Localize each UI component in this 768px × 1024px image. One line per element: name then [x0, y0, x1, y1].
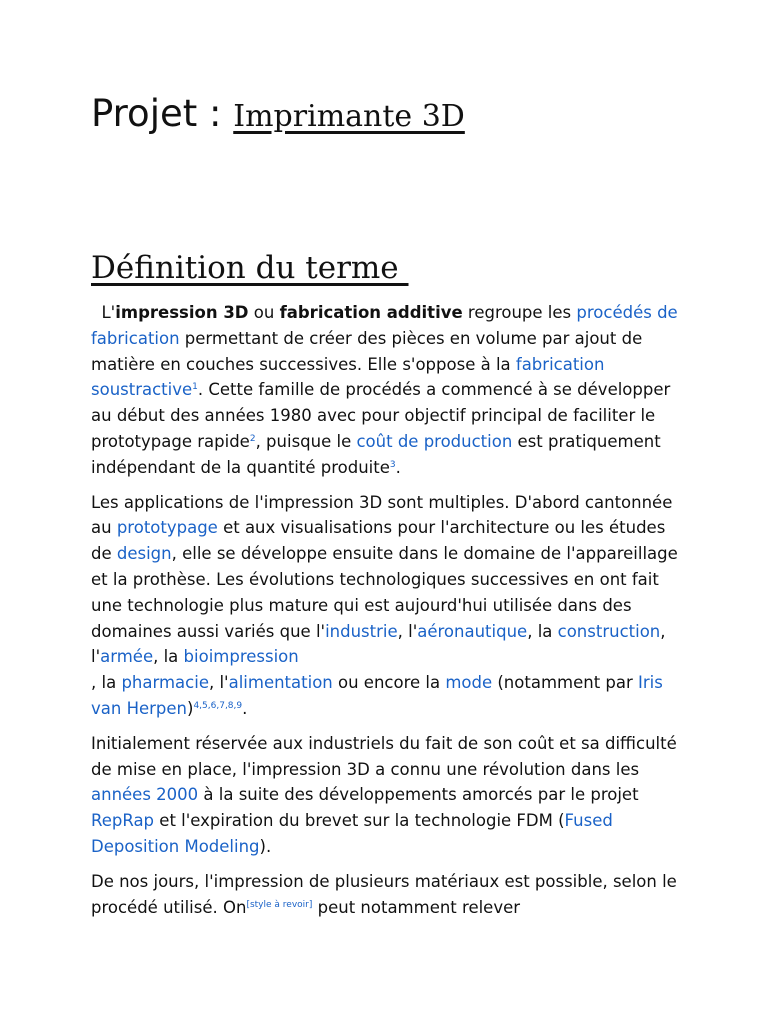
text-run: .	[395, 457, 401, 477]
link-mode[interactable]: mode	[445, 673, 493, 693]
paragraph-materials	[91, 869, 681, 921]
text-run: et aux visualisations pour l'architecture ou les études de	[91, 518, 666, 564]
link-fused-deposition-modeling[interactable]: Fused Deposition Modeling	[91, 811, 613, 856]
text-run: . Cette famille de procédés a commencé à se développer au début des années 1980 avec pour objectif principal de faciliter le prototypage rapide	[91, 380, 671, 451]
text-run: ).	[259, 836, 272, 856]
link-iris-van-herpen[interactable]: Iris van Herpen	[91, 673, 663, 718]
text-run: )	[187, 698, 194, 718]
text-run: , l'	[91, 621, 666, 667]
text-run: , puisque le	[255, 431, 357, 451]
link-bioimpression[interactable]: bioimpression	[183, 647, 299, 667]
link-reprap[interactable]: RepRap	[91, 811, 155, 831]
text-run: .	[242, 698, 248, 718]
text-run: ou	[248, 303, 280, 322]
text-run: De nos jours, l'impression de plusieurs matériaux est possible, selon le procédé utilisé. On	[91, 871, 677, 917]
text-run: , la	[91, 673, 122, 693]
bold-term: fabrication additive	[279, 303, 463, 322]
bold-term: impression 3D	[115, 303, 249, 322]
text-run: (notamment par	[492, 673, 639, 693]
link-armee[interactable]: armée	[100, 647, 154, 667]
text-run: Initialement réservée aux industriels du fait de son coût et sa difficulté de mise en place, l'impression 3D a connu une révolution dans les	[91, 733, 677, 779]
title-main: Imprimante 3D	[233, 99, 465, 134]
link-industrie[interactable]: industrie	[325, 621, 398, 641]
link-procedes-de-fabrication[interactable]: procédés de fabrication	[91, 303, 678, 348]
link-pharmacie[interactable]: pharmacie	[121, 673, 209, 693]
text-run: regroupe les	[462, 303, 577, 322]
text-run: est pratiquement indépendant de la quantité produite	[91, 431, 661, 477]
text-run: et l'expiration du brevet sur la technologie FDM (	[154, 811, 565, 831]
text-run: peut notamment relever	[312, 897, 521, 917]
text-run: , elle se développe ensuite dans le domaine de l'appareillage et la prothèse. Les évolutions technologiques successives en ont fait une technologie plus mature qui est aujourd'hui utilisée dans des domaines aussi variés que l'	[91, 544, 678, 641]
link-annees-2000[interactable]: années 2000	[91, 785, 199, 805]
link-fabrication-soustractive[interactable]: fabrication soustractive	[91, 354, 605, 400]
text-run: , l'	[397, 621, 418, 641]
link-alimentation[interactable]: alimentation	[228, 673, 333, 693]
paragraph-definition	[91, 300, 681, 481]
link-construction[interactable]: construction	[557, 621, 661, 641]
text-run: , l'	[208, 673, 229, 693]
article-body	[91, 300, 681, 929]
link-prototypage[interactable]: prototypage	[116, 518, 218, 538]
link-aeronautique[interactable]: aéronautique	[417, 621, 528, 641]
style-note-ref[interactable]: [style à revoir]	[246, 899, 313, 910]
text-run: , la	[527, 621, 558, 641]
title-prefix: Projet :	[91, 92, 234, 135]
link-cout-de-production[interactable]: coût de production	[356, 431, 513, 451]
link-design[interactable]: design	[116, 544, 172, 564]
footnote-ref[interactable]: 4,5,6,7,8,9	[193, 700, 243, 711]
paragraph-history	[91, 731, 681, 860]
footnote-ref[interactable]: 1	[192, 382, 198, 393]
text-run: Les applications de l'impression 3D sont multiples. D'abord cantonnée au	[91, 492, 673, 538]
text-run: L'	[91, 303, 116, 322]
footnote-ref[interactable]: 3	[389, 459, 396, 470]
section-heading: Définition du terme	[91, 250, 409, 286]
text-run: à la suite des développements amorcés par le projet	[198, 785, 639, 805]
text-run: ou encore la	[332, 673, 446, 693]
footnote-ref[interactable]: 2	[249, 433, 256, 444]
text-run: permettant de créer des pièces en volume par ajout de matière en couches successives. Elle s'oppose à la	[91, 328, 643, 374]
text-run: , la	[153, 647, 184, 667]
page-title	[91, 92, 465, 135]
paragraph-applications	[91, 490, 681, 722]
